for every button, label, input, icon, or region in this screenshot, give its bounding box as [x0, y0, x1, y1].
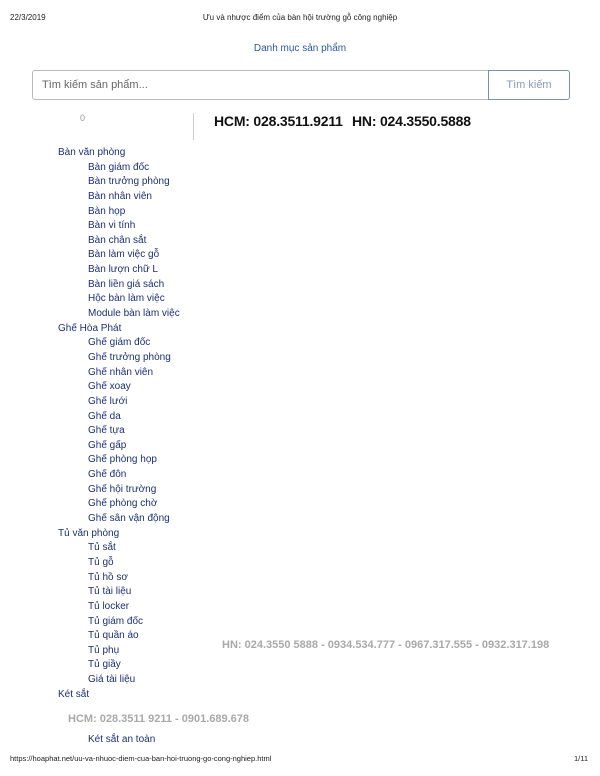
menu-item[interactable]: Bàn trưởng phòng	[88, 176, 170, 188]
menu-item[interactable]: Tủ giầy	[88, 659, 121, 671]
product-category-menu	[0, 146, 240, 702]
menu-item[interactable]: Ghế phòng họp	[88, 454, 157, 466]
print-url: https://hoaphat.net/uu-va-nhuoc-diem-cua-ban-hoi-truong-go-cong-nghiep.html	[10, 754, 272, 763]
hotline-hn[interactable]: HN: 024.3550 5888 - 0934.534.777 - 0967.317.555 - 0932.317.198	[222, 639, 550, 651]
menu-item[interactable]: Tủ sắt	[88, 542, 116, 554]
menu-item[interactable]: Bàn vi tính	[88, 220, 136, 232]
cart-count[interactable]: 0	[80, 113, 86, 123]
phone-hcm[interactable]: HCM: 028.3511.9211	[214, 113, 343, 129]
menu-item[interactable]: Giá tài liệu	[88, 674, 136, 686]
product-category-link[interactable]: Danh mục sản phẩm	[253, 43, 347, 54]
menu-category[interactable]: Tủ văn phòng	[58, 527, 120, 539]
menu-item[interactable]: Tủ tài liệu	[88, 586, 132, 598]
menu-category[interactable]: Két sắt	[58, 688, 90, 700]
print-page-number: 1/11	[573, 754, 588, 763]
menu-item[interactable]: Ghế hội trường	[88, 483, 157, 495]
menu-item[interactable]: Ghế nhân viên	[88, 366, 154, 378]
menu-item[interactable]: Ghế giám đốc	[88, 337, 151, 349]
menu-item[interactable]: Ghế sân vận động	[88, 513, 170, 525]
menu-item[interactable]: Ghế đôn	[88, 469, 127, 481]
search-bar	[32, 70, 570, 100]
menu-item[interactable]: Tủ quần áo	[88, 630, 139, 642]
menu-item[interactable]: Ghế lưới	[88, 395, 128, 407]
phone-hn[interactable]: HN: 024.3550.5888	[352, 113, 471, 129]
hotline-hcm[interactable]: HCM: 028.3511 9211 - 0901.689.678	[68, 713, 250, 725]
menu-item[interactable]: Bàn liền giá sách	[88, 278, 165, 290]
menu-item[interactable]: Tủ gỗ	[88, 556, 114, 568]
menu-item[interactable]: Bàn nhân viên	[88, 190, 152, 202]
menu-item[interactable]: Bàn lượn chữ L	[88, 264, 158, 276]
menu-item[interactable]: Bàn làm việc gỗ	[88, 249, 160, 261]
menu-item[interactable]: Tủ hồ sơ	[88, 571, 128, 583]
menu-item[interactable]: Hộc bàn làm việc	[88, 293, 165, 305]
menu-item[interactable]: Module bàn làm việc	[88, 308, 180, 320]
menu-item-ket-sat-an-toan[interactable]: Két sắt an toàn	[88, 734, 156, 745]
menu-category[interactable]: Ghế Hòa Phát	[58, 322, 122, 334]
menu-item[interactable]: Bàn chân sắt	[88, 234, 147, 246]
menu-item[interactable]: Ghế xoay	[88, 381, 131, 393]
menu-item[interactable]: Ghế phòng chờ	[88, 498, 158, 510]
print-page-title: Ưu và nhược điểm của bàn hội trường gỗ công nghiệp	[202, 13, 398, 22]
menu-item[interactable]: Bàn họp	[88, 205, 126, 217]
menu-item[interactable]: Ghế tựa	[88, 425, 125, 437]
menu-item[interactable]: Tủ giám đốc	[88, 615, 144, 627]
menu-item[interactable]: Ghế da	[88, 410, 121, 422]
menu-item[interactable]: Ghế gấp	[88, 439, 127, 451]
print-date: 22/3/2019	[10, 13, 46, 22]
search-button[interactable]: Tìm kiếm	[488, 70, 570, 100]
menu-item[interactable]: Tủ locker	[88, 600, 130, 612]
menu-item[interactable]: Tủ phụ	[88, 644, 120, 656]
header-divider	[193, 113, 194, 140]
menu-category[interactable]: Bàn văn phòng	[58, 147, 126, 158]
menu-item[interactable]: Ghế trưởng phòng	[88, 351, 171, 363]
menu-item[interactable]: Bàn giám đốc	[88, 161, 150, 173]
search-input[interactable]	[32, 70, 488, 100]
